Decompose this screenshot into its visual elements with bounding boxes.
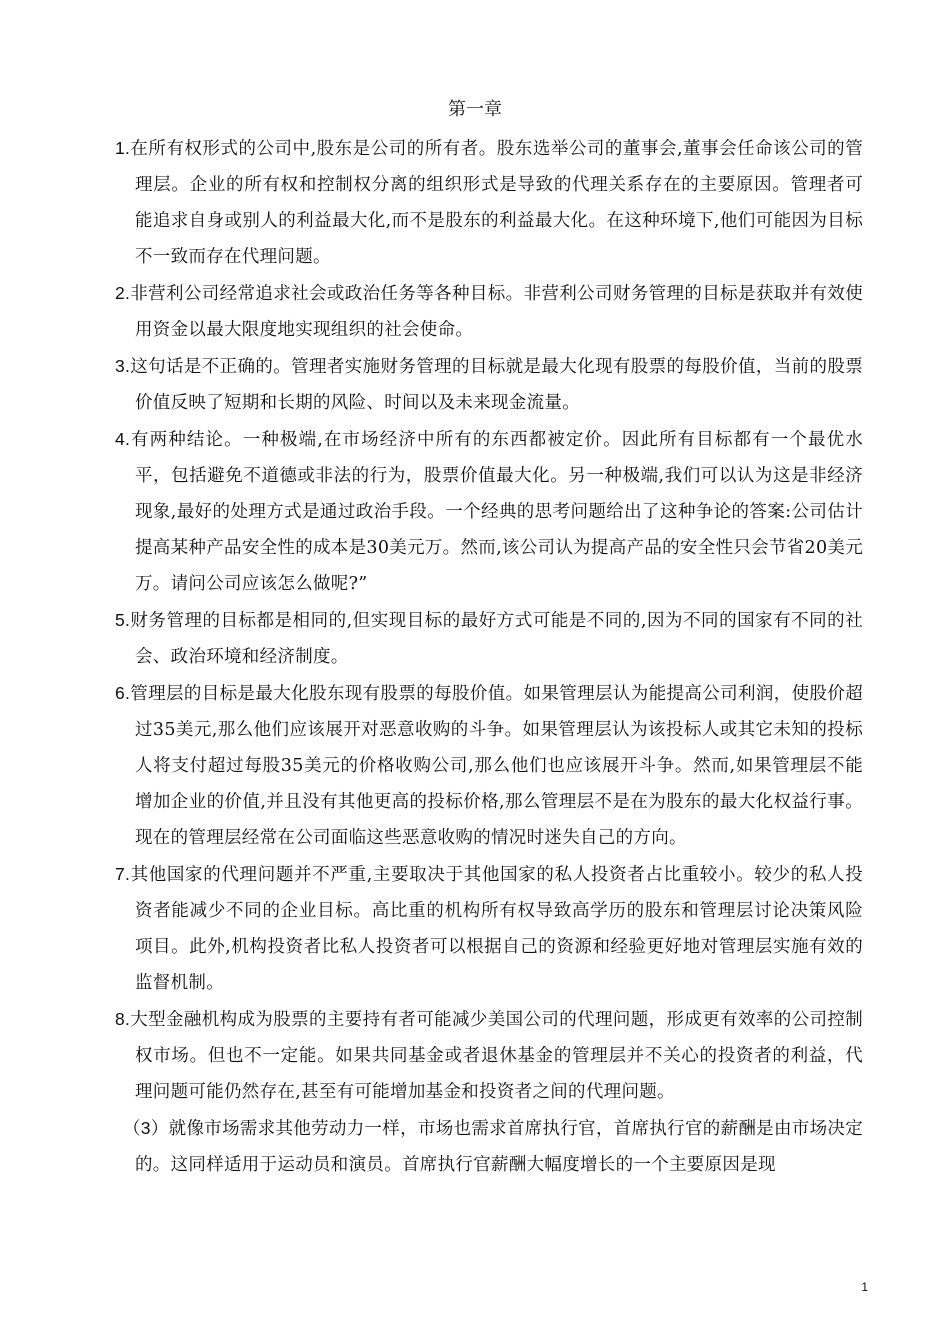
paragraph-4 bbox=[115, 421, 863, 602]
page-number: 1 bbox=[861, 1280, 868, 1294]
paragraph-number: 5. bbox=[115, 610, 131, 630]
paragraph-text: 在所有权形式的公司中,股东是公司的所有者。股东选举公司的董事会,董事会任命该公司的管理层。企业的所有权和控制权分离的组织形式是导致的代理关系存在的主要原因。管理者可能追求自身或别人的利益最大化,而不是股东的利益最大化。在这种环境下,他们可能因为目标不一致而存在代理问题。 bbox=[130, 139, 863, 267]
paragraph-6 bbox=[115, 675, 863, 856]
paragraph-text: 就像市场需求其他劳动力一样，市场也需求首席执行官，首席执行官的薪酬是由市场决定的。这同样适用于运动员和演员。首席执行官薪酬大幅度增长的一个主要原因是现 bbox=[135, 1119, 863, 1175]
paragraph-sub-3 bbox=[115, 1110, 863, 1183]
paragraph-3 bbox=[115, 348, 863, 421]
paragraph-number: 4. bbox=[115, 429, 131, 449]
paragraph-number: 3. bbox=[115, 356, 131, 376]
paragraph-text: 财务管理的目标都是相同的,但实现目标的最好方式可能是不同的,因为不同的国家有不同的社会、政治环境和经济制度。 bbox=[130, 611, 863, 667]
paragraph-7 bbox=[115, 856, 863, 1001]
paragraph-number: 8. bbox=[115, 1009, 131, 1029]
document-body bbox=[115, 130, 863, 1183]
paragraph-number: 1. bbox=[115, 138, 131, 158]
paragraph-text: 其他国家的代理问题并不严重,主要取决于其他国家的私人投资者占比重较小。较少的私人投资者能减少不同的企业目标。高比重的机构所有权导致高学历的股东和管理层讨论决策风险项目。此外,机构投资者比私人投资者可以根据自己的资源和经验更好地对管理层实施有效的监督机制。 bbox=[130, 865, 863, 993]
paragraph-text: 非营利公司经常追求社会或政治任务等各种目标。非营利公司财务管理的目标是获取并有效使用资金以最大限度地实现组织的社会使命。 bbox=[130, 284, 863, 340]
paragraph-8 bbox=[115, 1001, 863, 1110]
paragraph-text: 有两种结论。一种极端,在市场经济中所有的东西都被定价。因此所有目标都有一个最优水平，包括避免不道德或非法的行为，股票价值最大化。另一种极端,我们可以认为这是非经济现象,最好的处理方式是通过政治手段。一个经典的思考问题给出了这种争论的答案:公司估计提高某种产品安全性的成本是30美元万。然而,该公司认为提高产品的安全性只会节省20美元万。请问公司应该怎么做呢?” bbox=[130, 430, 863, 594]
paragraph-number: （3） bbox=[123, 1118, 169, 1138]
chapter-title: 第一章 bbox=[448, 99, 502, 120]
paragraph-number: 6. bbox=[115, 683, 131, 703]
paragraph-text: 管理层的目标是最大化股东现有股票的每股价值。如果管理层认为能提高公司利润，使股价超过35美元,那么他们应该展开对恶意收购的斗争。如果管理层认为该投标人或其它未知的投标人将支付超过每股35美元的价格收购公司,那么他们也应该展开斗争。然而,如果管理层不能增加企业的价值,并且没有其他更高的投标价格,那么管理层不是在为股东的最大化权益行事。现在的管理层经常在公司面临这些恶意收购的情况时迷失自己的方向。 bbox=[130, 684, 863, 848]
paragraph-text: 大型金融机构成为股票的主要持有者可能减少美国公司的代理问题，形成更有效率的公司控制权市场。但也不一定能。如果共同基金或者退休基金的管理层并不关心的投资者的利益，代理问题可能仍然存在,甚至有可能增加基金和投资者之间的代理问题。 bbox=[130, 1010, 863, 1102]
paragraph-2 bbox=[115, 275, 863, 348]
paragraph-5 bbox=[115, 602, 863, 675]
paragraph-1 bbox=[115, 130, 863, 275]
paragraph-number: 7. bbox=[115, 864, 131, 884]
paragraph-number: 2. bbox=[115, 283, 131, 303]
paragraph-text: 这句话是不正确的。管理者实施财务管理的目标就是最大化现有股票的每股价值，当前的股票价值反映了短期和长期的风险、时间以及未来现金流量。 bbox=[130, 357, 863, 413]
